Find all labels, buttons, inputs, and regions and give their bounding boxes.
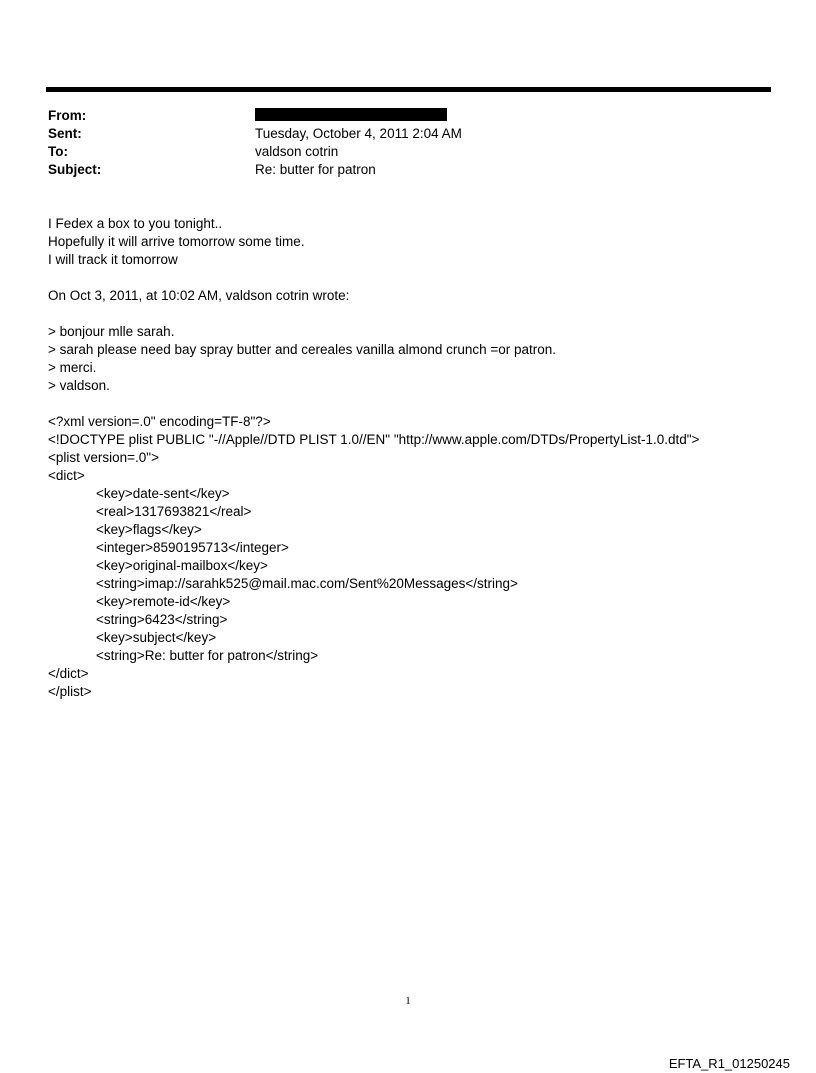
quoted-line: > valdson. xyxy=(48,378,110,393)
to-value: valdson cotrin xyxy=(255,144,339,159)
header-rule xyxy=(46,87,771,92)
xml-line: <!DOCTYPE plist PUBLIC "-//Apple//DTD PLIST 1.0//EN" "http://www.apple.com/DTDs/PropertyList-1.0.dtd"> xyxy=(48,432,700,447)
xml-dict-line: <key>subject</key> xyxy=(96,630,217,645)
xml-dict-line: <real>1317693821</real> xyxy=(96,504,252,519)
xml-dict-line: <key>original-mailbox</key> xyxy=(96,558,268,573)
xml-line: <dict> xyxy=(48,468,85,483)
xml-dict-line: <integer>8590195713</integer> xyxy=(96,540,289,555)
message-line: Hopefully it will arrive tomorrow some time. xyxy=(48,234,305,249)
subject-value: Re: butter for patron xyxy=(255,162,376,177)
email-header xyxy=(48,107,768,179)
xml-dict-line: <key>flags</key> xyxy=(96,522,202,537)
quoted-line: > bonjour mlle sarah. xyxy=(48,324,175,339)
subject-row xyxy=(48,161,768,179)
xml-line: <plist version=.0"> xyxy=(48,450,159,465)
subject-label: Subject: xyxy=(48,162,102,177)
quote-intro: On Oct 3, 2011, at 10:02 AM, valdson cotrin wrote: xyxy=(48,288,350,303)
xml-line: </dict> xyxy=(48,666,89,681)
message-line: I will track it tomorrow xyxy=(48,252,178,267)
xml-dict-line: <string>Re: butter for patron</string> xyxy=(96,648,319,663)
from-label: From: xyxy=(48,108,87,123)
to-label: To: xyxy=(48,144,68,159)
xml-dict-line: <string>imap://sarahk525@mail.mac.com/Sent%20Messages</string> xyxy=(96,576,518,591)
xml-line: <?xml version=.0" encoding=TF-8"?> xyxy=(48,414,271,429)
sent-label: Sent: xyxy=(48,126,82,141)
redacted-sender xyxy=(255,108,447,121)
message-line: I Fedex a box to you tonight.. xyxy=(48,216,223,231)
email-body xyxy=(48,215,788,701)
to-row xyxy=(48,143,768,161)
from-row xyxy=(48,107,768,125)
quoted-line: > merci. xyxy=(48,360,97,375)
sent-row xyxy=(48,125,768,143)
document-id: EFTA_R1_01250245 xyxy=(668,1056,790,1071)
quoted-line: > sarah please need bay spray butter and cereales vanilla almond crunch =or patron. xyxy=(48,342,557,357)
sent-value: Tuesday, October 4, 2011 2:04 AM xyxy=(255,126,462,141)
xml-line: </plist> xyxy=(48,684,92,699)
xml-dict-line: <key>date-sent</key> xyxy=(96,486,230,501)
page-number: 1 xyxy=(405,995,411,1007)
xml-dict-line: <key>remote-id</key> xyxy=(96,594,231,609)
xml-dict-line: <string>6423</string> xyxy=(96,612,228,627)
